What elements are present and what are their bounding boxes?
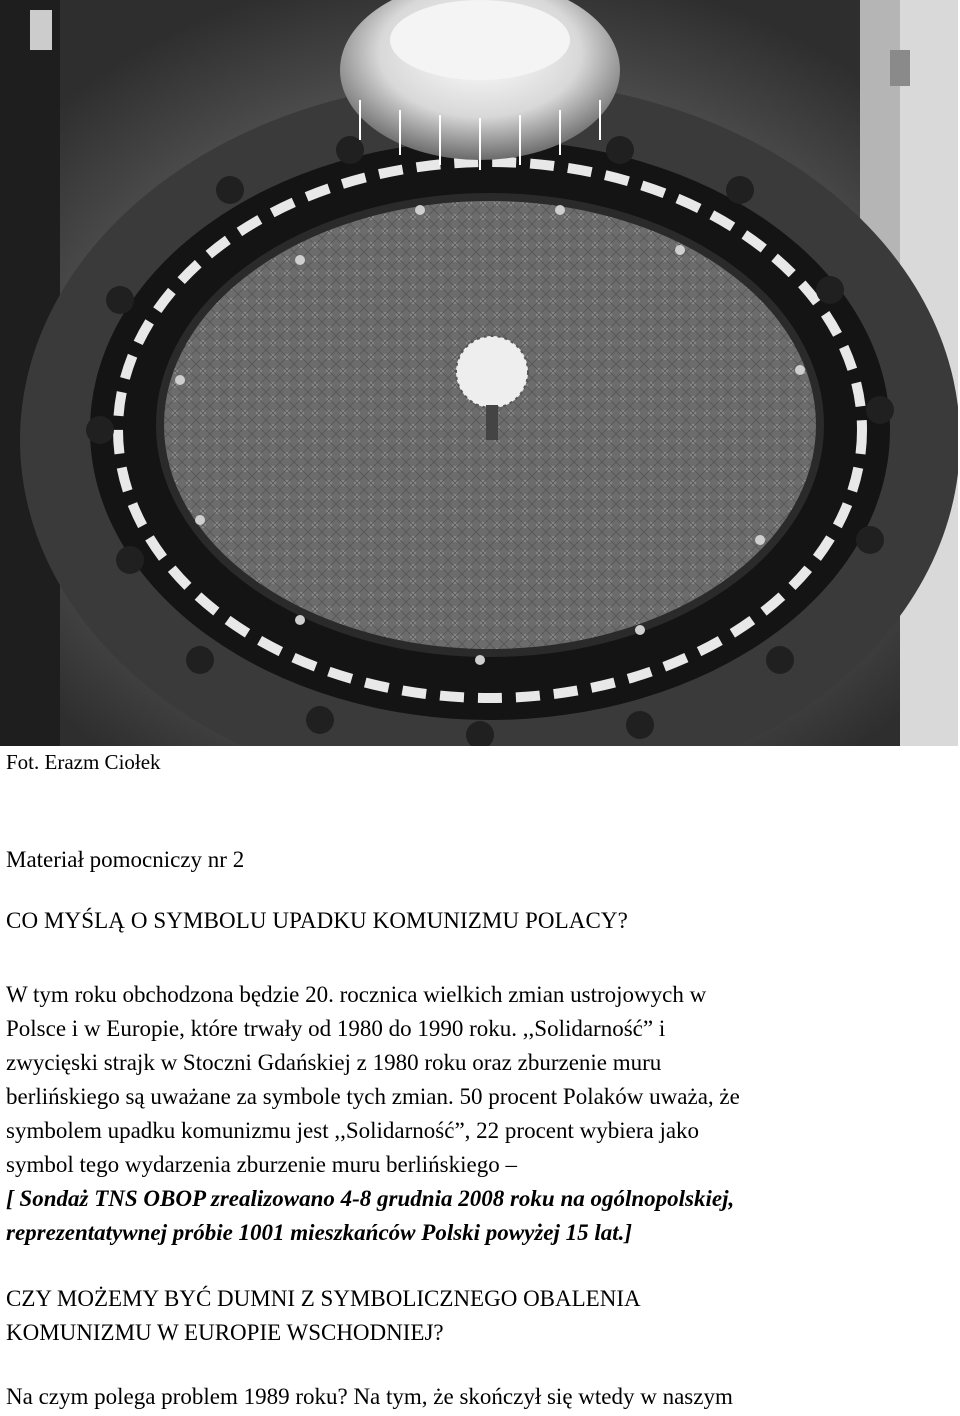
article-paragraph (6, 978, 954, 1250)
photo-caption: Fot. Erazm Ciołek (6, 750, 161, 774)
material-subtitle: Materiał pomocniczy nr 2 (6, 847, 245, 872)
paragraph-line: zwycięski strajk w Stoczni Gdańskiej z 1980 roku oraz zburzenie muru (6, 1050, 662, 1075)
survey-note-line: [ Sondaż TNS OBOP zrealizowano 4-8 grudnia 2008 roku na ogólnopolskiej, (6, 1186, 735, 1211)
section-heading-pride (6, 1282, 954, 1350)
paragraph-line: symbol tego wydarzenia zburzenie muru berlińskiego – (6, 1152, 517, 1177)
paragraph-line: symbolem upadku komunizmu jest ,,Solidarność”, 22 procent wybiera jako (6, 1118, 700, 1143)
question-line: Na czym polega problem 1989 roku? Na tym, że skończył się wtedy w naszym (6, 1384, 733, 1409)
paragraph-line: Polsce i w Europie, które trwały od 1980 do 1990 roku. ,,Solidarność” i (6, 1016, 666, 1041)
paragraph-line: W tym roku obchodzona będzie 20. rocznica wielkich zmian ustrojowych w (6, 982, 707, 1007)
survey-note-line: reprezentatywnej próbie 1001 mieszkańców Polski powyżej 15 lat.] (6, 1220, 633, 1245)
section-heading-poll: CO MYŚLĄ O SYMBOLU UPADKU KOMUNIZMU POLACY? (6, 908, 628, 933)
heading-line: KOMUNIZMU W EUROPIE WSCHODNIEJ? (6, 1320, 444, 1345)
heading-line: CZY MOŻEMY BYĆ DUMNI Z SYMBOLICZNEGO OBALENIA (6, 1286, 641, 1311)
paragraph-line: berlińskiego są uważane za symbole tych zmian. 50 procent Polaków uważa, że (6, 1084, 740, 1109)
